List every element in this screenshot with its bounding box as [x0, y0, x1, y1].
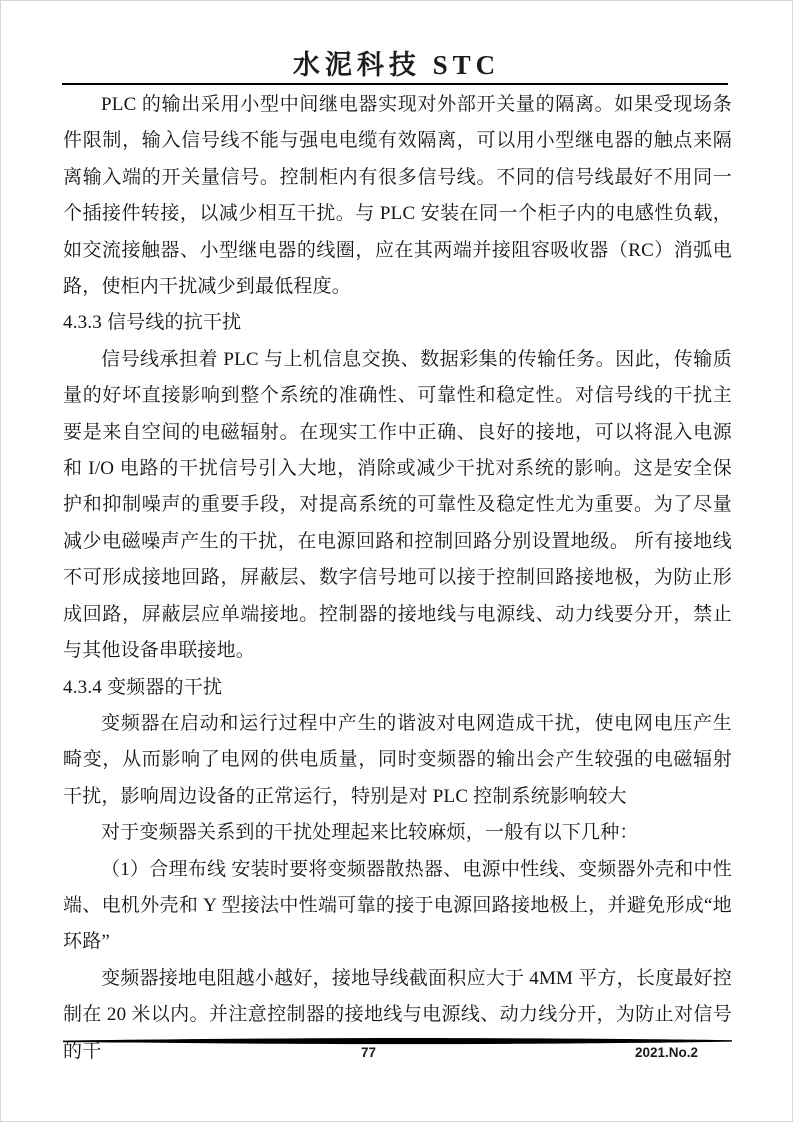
header-rule: [62, 83, 728, 85]
paragraph-interference-handling-intro: 对于变频器关系到的干扰处理起来比较麻烦，一般有以下几种：: [101, 822, 639, 844]
paragraph-inverter-harmonics: 变频器在启动和运行过程中产生的谐波对电网造成干扰，使电网电压产生畸变，从而影响了电网的供电质量，同时变频器的输出会产生较强的电磁辐射干扰，影响周边设备的正常运行，特别是对 PLC 控制系统影响较大: [63, 712, 732, 807]
paragraph-plc-output-isolation: PLC 的输出采用小型中间继电器实现对外部开关量的隔离。如果受现场条件限制，输入信号线不能与强电电缆有效隔离，可以用小型继电器的触点来隔离输入端的开关量信号。控制柜内有很多信号线。不同的信号线最好不用同一个插接件转接，以减少相互干扰。与 PLC 安装在同一个柜子内的电感性负载，如交流接触器、小型继电器的线圈，应在其两端并接阻容吸收器（RC）消弧电路，使柜内干扰减少到最低程度。: [63, 94, 732, 298]
journal-title: 水泥科技 STC: [292, 50, 501, 80]
paragraph-item-1-wiring: （1）合理布线 安装时要将变频器散热器、电源中性线、变频器外壳和中性端、电机外壳和 Y 型接法中性端可靠的接于电源回路接地极上，并避免形成“地环路”: [63, 858, 732, 953]
section-heading-4-3-4: 4.3.4 变频器的干扰: [63, 676, 223, 698]
section-heading-4-3-3: 4.3.3 信号线的抗干扰: [63, 312, 242, 334]
paragraph-grounding-resistance: 变频器接地电阻越小越好，接地导线截面积应大于 4MM 平方，长度最好控制在 20 米以内。并注意控制器的接地线与电源线、动力线分开，为防止对信号的干: [63, 967, 732, 1062]
issue-number: 2021.No.2: [635, 1045, 699, 1060]
page-number: 77: [361, 1045, 377, 1060]
paragraph-signal-line-interference: 信号线承担着 PLC 与上机信息交换、数据彩集的传输任务。因此，传输质量的好坏直接影响到整个系统的准确性、可靠性和稳定性。对信号线的干扰主要是来自空间的电磁辐射。在现实工作中正确、良好的接地，可以将混入电源和 I/O 电路的干扰信号引入大地，消除或减少干扰对系统的影响。这是安全保护和抑制噪声的重要手段，对提高系统的可靠性及稳定性尤为重要。为了尽量减少电磁噪声产生的干扰，在电源回路和控制回路分别设置地级。 所有接地线不可形成接地回路，屏蔽层、数字信号地可以接于控制回路接地极，为防止形成回路，屏蔽层应单端接地。控制器的接地线与电源线、动力线要分开，禁止与其他设备串联接地。: [63, 348, 732, 662]
footer-rule: [63, 1036, 732, 1046]
article-body: [63, 87, 732, 1070]
